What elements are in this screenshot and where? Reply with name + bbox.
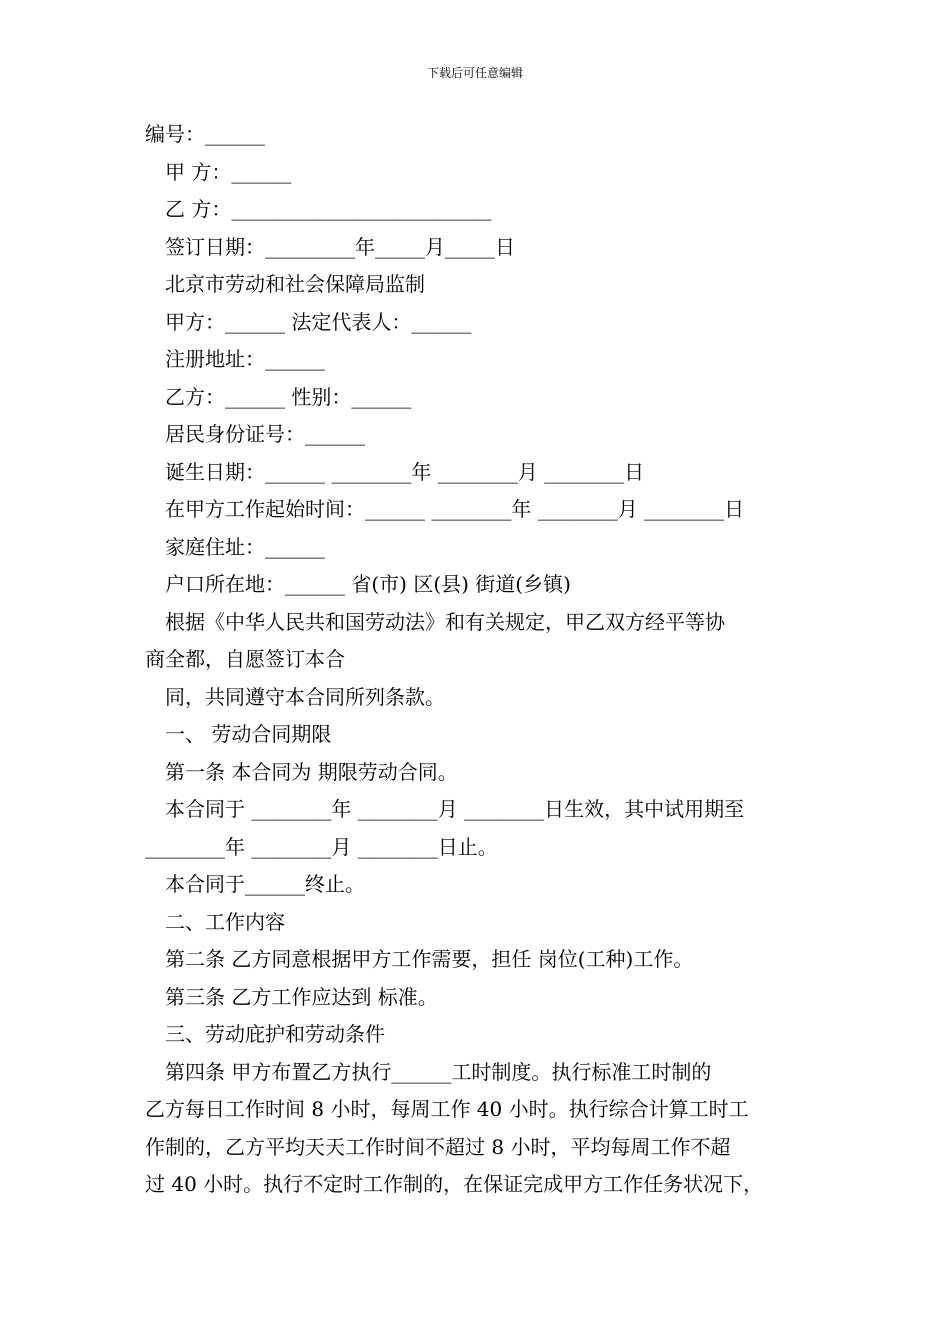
id-number-line: 居民身份证号：______ bbox=[165, 422, 365, 446]
section-3-heading: 三、劳动庇护和劳动条件 bbox=[165, 1022, 385, 1046]
page-header: 下载后可任意编辑 bbox=[426, 66, 523, 80]
preamble-line-2: 商全都，自愿签订本合 bbox=[145, 647, 345, 671]
party-b-line: 乙 方：__________________________ bbox=[165, 197, 492, 221]
article-4-line-3: 作制的，乙方平均天天工作时间不超过 8 小时，平均每周工作不超 bbox=[145, 1134, 731, 1159]
contract-body bbox=[145, 116, 810, 1204]
article-4-line-1: 第四条 甲方布置乙方执行______工时制度。执行标准工时制的 bbox=[165, 1059, 712, 1084]
article-4-line-4: 过 40 小时。执行不定时工作制的，在保证完成甲方工作任务状况下， bbox=[145, 1172, 764, 1196]
home-address-line: 家庭住址：______ bbox=[165, 534, 325, 559]
termination-line: 本合同于______终止。 bbox=[165, 872, 365, 896]
effective-date-line-1: 本合同于 ________年 ________月 ________日生效，其中试用期至 bbox=[165, 797, 745, 821]
article-2-line: 第二条 乙方同意根据甲方工作需要，担任 岗位(工种)工作。 bbox=[165, 947, 694, 971]
supervisor-line: 北京市劳动和社会保障局监制 bbox=[165, 272, 425, 296]
preamble-line-1: 根据《中华人民共和国劳动法》和有关规定，甲乙双方经平等协 bbox=[165, 609, 725, 634]
preamble-line-3: 同，共同遵守本合同所列条款。 bbox=[165, 684, 445, 709]
effective-date-line-2: ________年 ________月 ________日止。 bbox=[145, 834, 498, 859]
household-registration-line: 户口所在地：______ 省(市) 区(县) 街道(乡镇) bbox=[165, 572, 571, 596]
signing-date-line: 签订日期：_________年_____月_____日 bbox=[165, 234, 515, 259]
article-3-line: 第三条 乙方工作应达到 标准。 bbox=[165, 984, 438, 1009]
birth-date-line: 诞生日期：______ ________年 ________月 ________日 bbox=[165, 459, 645, 484]
article-1-line: 第一条 本合同为 期限劳动合同。 bbox=[165, 759, 458, 784]
registered-address-line: 注册地址：______ bbox=[165, 347, 325, 371]
party-a-representative-line: 甲方：______ 法定代表人：______ bbox=[165, 309, 472, 334]
article-4-line-2: 乙方每日工作时间 8 小时，每周工作 40 小时。执行综合计算工时工 bbox=[145, 1097, 749, 1121]
section-1-heading: 一、 劳动合同期限 bbox=[165, 722, 332, 746]
section-2-heading: 二、工作内容 bbox=[165, 909, 285, 934]
party-a-line: 甲 方：______ bbox=[165, 159, 292, 184]
contract-number-line: 编号：______ bbox=[145, 122, 265, 146]
party-b-gender-line: 乙方：______ 性别：______ bbox=[165, 384, 412, 409]
employment-start-line: 在甲方工作起始时间：______ ________年 ________月 ________日 bbox=[165, 497, 745, 521]
